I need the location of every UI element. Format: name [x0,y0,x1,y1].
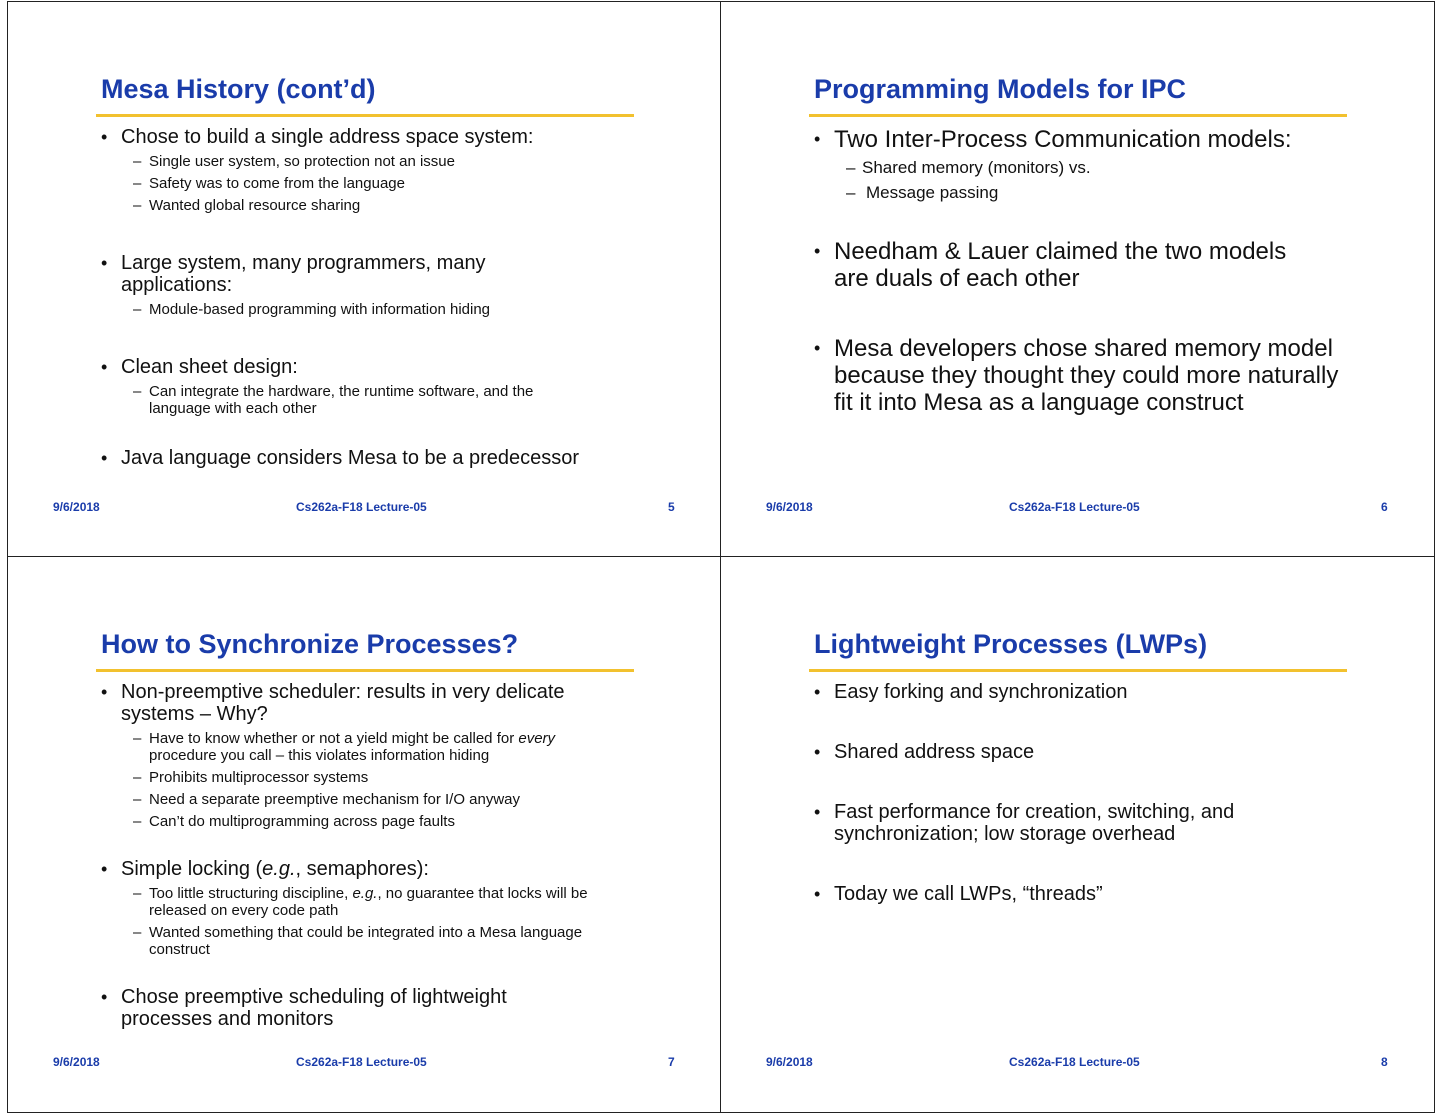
bullet: • Clean sheet design: [101,356,298,378]
footer-date: 9/6/2018 [53,1055,100,1069]
sub-bullet-text: Have to know whether or not a yield might be called for [149,730,519,747]
bullet-text: Non-preemptive scheduler: results in very delicate systems – Why? [121,681,565,725]
sub-bullet-emphasis: e.g. [352,885,378,902]
sub-bullet-text: procedure you call – this violates information hiding [149,747,490,764]
sub-bullet-emphasis: every [518,730,556,747]
bullet-text: Easy forking and synchronization [834,681,1128,703]
slide-7 [8,557,720,1111]
footer-date: 9/6/2018 [766,500,813,514]
footer-date: 9/6/2018 [53,500,100,514]
slide-content [814,681,1374,907]
bullet: • Chose preemptive scheduling of lightweight processes and monitors [101,986,507,1030]
sub-bullet: – Safety was to come from the language [133,175,405,192]
slide-title: How to Synchronize Processes? [101,629,519,659]
slide-6 [721,2,1433,556]
sub-bullet: – Shared memory (monitors) vs. [846,158,1091,177]
slide-8 [721,557,1433,1111]
sub-bullet: – Too little structuring discipline, e.g., no guarantee that locks will be released on every code path [133,885,588,919]
bullet: • Today we call LWPs, “threads” [814,883,1103,905]
sub-bullet-text: Message passing [866,183,999,202]
bullet-text: Two Inter-Process Communication models: [834,126,1292,153]
footer-course: Cs262a-F18 Lecture-05 [296,1055,427,1069]
sub-bullet: – Can’t do multiprogramming across page faults [133,813,455,830]
bullet: • Easy forking and synchronization [814,681,1128,703]
slide-number: 5 [668,500,675,514]
bullet-text: , semaphores): [295,858,429,880]
slide-number: 6 [1381,500,1388,514]
slide-5 [8,2,720,556]
sub-bullet-text: Too little structuring discipline, [149,885,353,902]
bullet-text: Today we call LWPs, “threads” [834,883,1103,905]
slide-content [101,126,661,471]
bullet-text: Large system, many programmers, many applications: [121,252,486,296]
sub-bullet-text: Module-based programming with information hiding [149,301,491,318]
title-underline [809,669,1347,672]
title-underline [96,114,634,117]
bullet-text: Java language considers Mesa to be a predecessor [121,447,580,469]
bullet: • Needham & Lauer claimed the two models are duals of each other [814,238,1287,292]
bullet-text: Clean sheet design: [121,356,298,378]
footer-course: Cs262a-F18 Lecture-05 [1009,1055,1140,1069]
sub-bullet-text: Safety was to come from the language [149,175,405,192]
slide-number: 8 [1381,1055,1388,1069]
bullet-text: Simple locking ( [121,858,263,880]
sub-bullet-text: Wanted global resource sharing [149,197,361,214]
slide-title: Lightweight Processes (LWPs) [814,629,1208,659]
sub-bullet: – Message passing [846,183,999,202]
sub-bullet: – Single user system, so protection not an issue [133,153,455,170]
sub-bullet: – Wanted global resource sharing [133,197,361,214]
bullet: • Large system, many programmers, many applications: [101,252,486,296]
bullet: • Mesa developers chose shared memory model because they thought they could more naturally fit it into Mesa as a language construct [814,335,1339,416]
bullet: • Simple locking (e.g., semaphores): [101,858,429,880]
sub-bullet-text: Prohibits multiprocessor systems [149,769,369,786]
footer-course: Cs262a-F18 Lecture-05 [296,500,427,514]
slide-content [814,126,1374,418]
sub-bullet-text: Shared memory (monitors) vs. [862,158,1091,177]
sub-bullet-text: Single user system, so protection not an issue [149,153,455,170]
bullet: • Chose to build a single address space system: [101,126,534,148]
bullet-text: Mesa developers chose shared memory model because they thought they could more naturally fit it into Mesa as a language construct [834,335,1339,416]
bullet: • Two Inter-Process Communication models: [814,126,1292,153]
bullet-text: Fast performance for creation, switching, and synchronization; low storage overhead [834,801,1235,845]
sub-bullet: – Prohibits multiprocessor systems [133,769,369,786]
slide-content [101,681,661,1032]
footer-course: Cs262a-F18 Lecture-05 [1009,500,1140,514]
bullet: • Non-preemptive scheduler: results in very delicate systems – Why? [101,681,565,725]
sub-bullet: – Module-based programming with information hiding [133,301,491,318]
title-underline [809,114,1347,117]
sub-bullet: – Can integrate the hardware, the runtime software, and the language with each other [133,383,534,417]
bullet-text: Chose to build a single address space system: [121,126,534,148]
sub-bullet: – Wanted something that could be integrated into a Mesa language construct [133,924,583,958]
sub-bullet-text: Need a separate preemptive mechanism for I/O anyway [149,791,521,808]
bullet: • Fast performance for creation, switching, and synchronization; low storage overhead [814,801,1235,845]
sub-bullet-text: , no guarantee that locks will be released on every code path [149,885,588,919]
bullet: • Java language considers Mesa to be a predecessor [101,447,580,469]
frame-right [1434,1,1435,1113]
bullet: • Shared address space [814,741,1035,763]
footer-date: 9/6/2018 [766,1055,813,1069]
sub-bullet: – Have to know whether or not a yield might be called for every procedure you call – this violates information hiding [133,730,556,764]
slide-title: Mesa History (cont’d) [101,74,376,104]
bullet-text: Chose preemptive scheduling of lightweight processes and monitors [121,986,507,1030]
sub-bullet: – Need a separate preemptive mechanism for I/O anyway [133,791,521,808]
slide-number: 7 [668,1055,675,1069]
bullet-emphasis: e.g. [262,858,296,880]
bullet-text: Needham & Lauer claimed the two models are duals of each other [834,238,1287,292]
bullet-text: Shared address space [834,741,1035,763]
sub-bullet-text: Can integrate the hardware, the runtime software, and the language with each other [149,383,534,417]
sub-bullet-text: Wanted something that could be integrated into a Mesa language construct [149,924,583,958]
sub-bullet-text: Can’t do multiprogramming across page faults [149,813,455,830]
slide-title: Programming Models for IPC [814,74,1187,104]
title-underline [96,669,634,672]
